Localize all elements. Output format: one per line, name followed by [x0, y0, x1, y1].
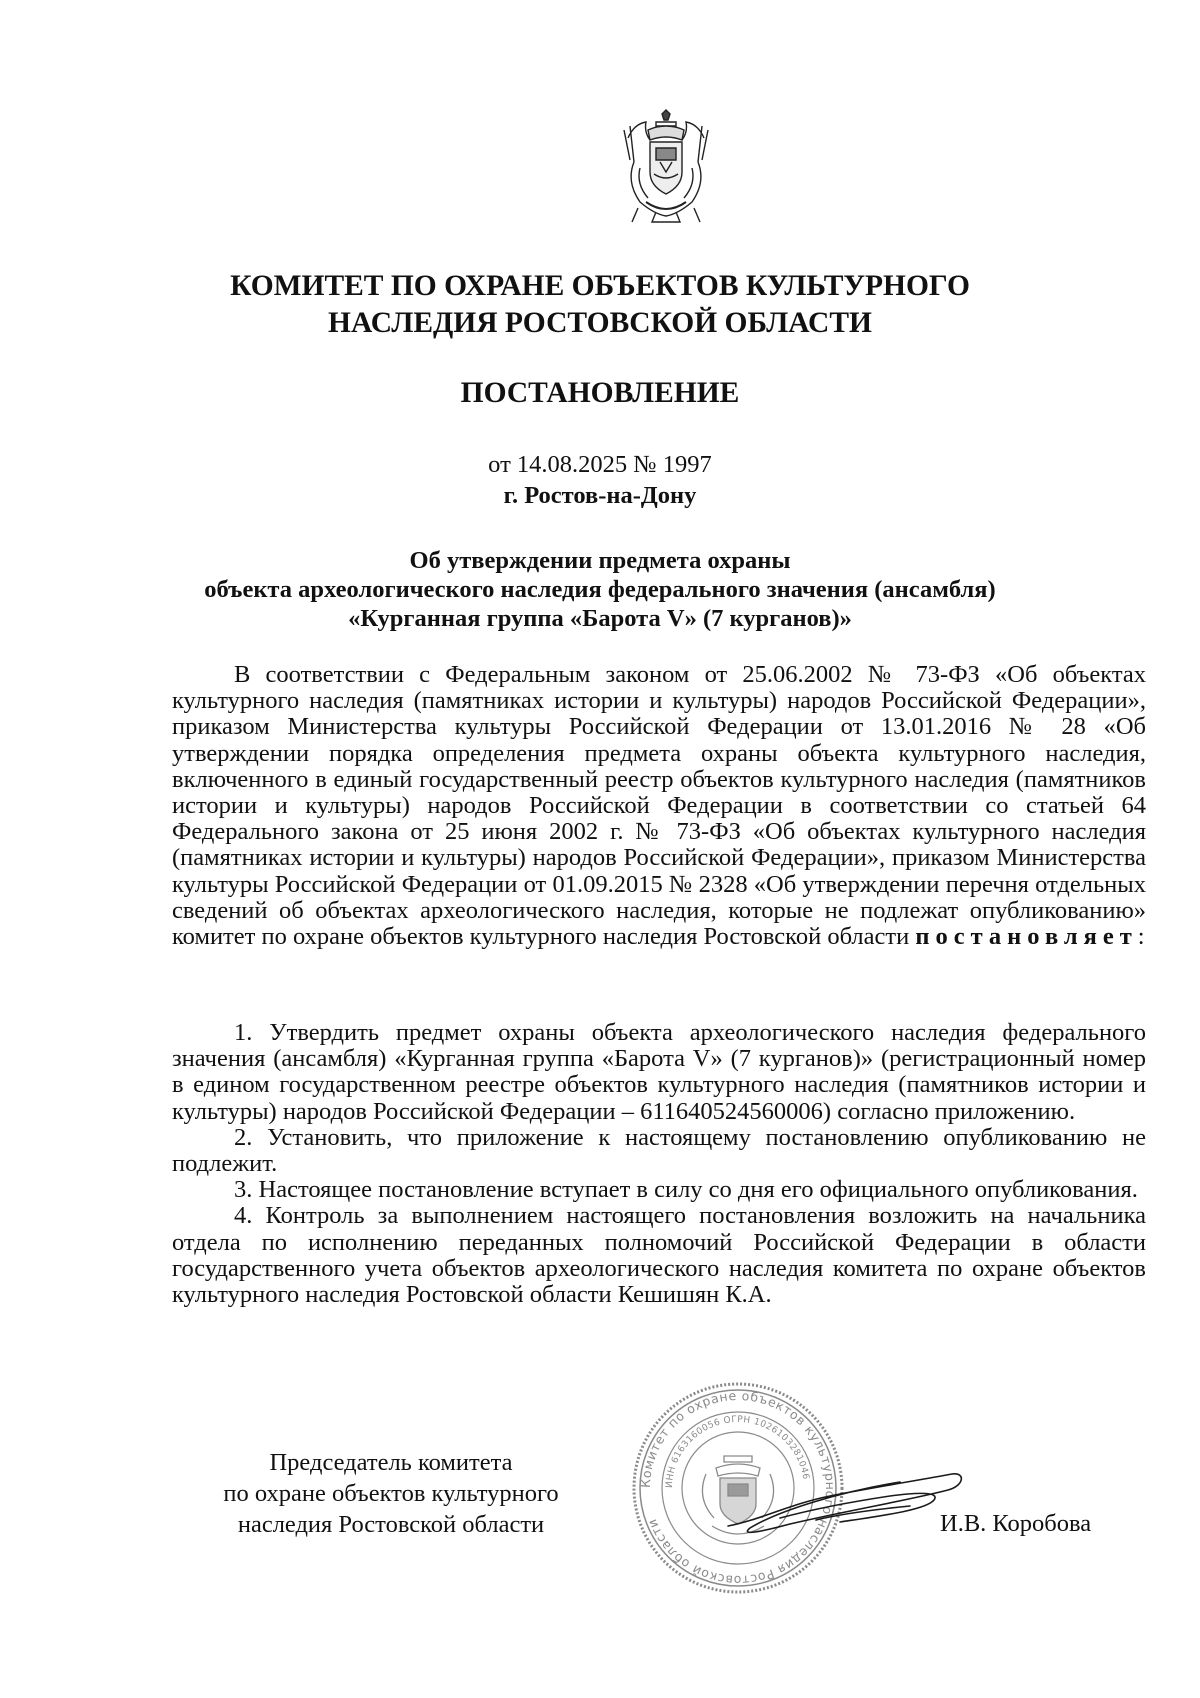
handwritten-signature-icon [720, 1440, 970, 1560]
subject-line-3: «Курганная группа «Барота V» (7 курганов)» [348, 605, 852, 632]
resolution-item-3: 3. Настоящее постановление вступает в силу со дня его официального опубликования. [234, 1176, 1138, 1204]
decree-word: постановляет [915, 923, 1138, 951]
signatory-position-line-1: Председатель комитета [269, 1449, 513, 1476]
document-date-number: от 14.08.2025 № 1997 [488, 451, 712, 478]
resolution-items [172, 1020, 1146, 1308]
preamble-ending: : [1137, 923, 1145, 951]
signatory-position [186, 1447, 596, 1540]
coat-of-arms-icon [616, 108, 716, 226]
document-title: ПОСТАНОВЛЕНИЕ [460, 377, 740, 409]
signatory-name: И.В. Коробова [940, 1510, 1092, 1537]
seal-outer-text: Комитет по охране объектов культурного наследия Ростовской области [637, 1387, 839, 1589]
resolution-item-1: 1. Утвердить предмет охраны объекта археологического наследия федерального значения (ансамбля) «Курганная группа «Барота V» (7 курганов)» (регистрационный номер в едином государственном реестре объектов культурного наследия (памятников истории и культуры) народов Российской Федерации – 611640524560006) согласно приложению. [172, 1019, 1146, 1125]
seal-inner-text: ИНН 6163160056 ОГРН 1026103281046 [664, 1414, 811, 1489]
organization-line-2: НАСЛЕДИЯ РОСТОВСКОЙ ОБЛАСТИ [328, 307, 872, 339]
document-subject [0, 546, 1200, 633]
organization-name [0, 268, 1200, 342]
organization-line-1: КОМИТЕТ ПО ОХРАНЕ ОБЪЕКТОВ КУЛЬТУРНОГО [230, 270, 970, 302]
resolution-item-2: 2. Установить, что приложение к настоящему постановлению опубликованию не подлежит. [172, 1123, 1146, 1178]
subject-line-2: объекта археологического наследия федерального значения (ансамбля) [204, 576, 996, 603]
preamble-text: В соответствии с Федеральным законом от 25.06.2002 № 73-ФЗ «Об объектах культурного наследия (памятниках истории и культуры) народов Российской Федерации», приказом Министерства культуры Российской Федерации от 13.01.2016 № 28 «Об утверждении порядка определения предмета охраны объекта культурного наследия, включенного в единый государственный реестр объектов культурного наследия (памятников истории и культуры) народов Российской Федерации в соответствии со статьей 64 Федерального закона от 25 июня 2002 г. № 73-ФЗ «Об объектах культурного наследия (памятниках истории и культуры) народов Российской Федерации», приказом Министерства культуры Российской Федерации от 01.09.2015 № 2328 «Об утверждении перечня отдельных сведений об объектах археологического наследия, которые не подлежат опубликованию» комитет по охране объектов культурного наследия Ростовской области [172, 661, 1146, 951]
signatory-position-line-3: наследия Ростовской области [237, 1511, 545, 1538]
signatory-position-line-2: по охране объектов культурного [223, 1480, 559, 1507]
resolution-item-4: 4. Контроль за выполнением настоящего постановления возложить на начальника отдела по исполнению переданных полномочий Российской Федерации в области государственного учета объектов археологического наследия комитета по охране объектов культурного наследия Ростовской области Кешишян К.А. [172, 1202, 1146, 1309]
preamble [172, 662, 1146, 950]
subject-line-1: Об утверждении предмета охраны [409, 547, 791, 574]
document-city: г. Ростов-на-Дону [503, 482, 697, 509]
